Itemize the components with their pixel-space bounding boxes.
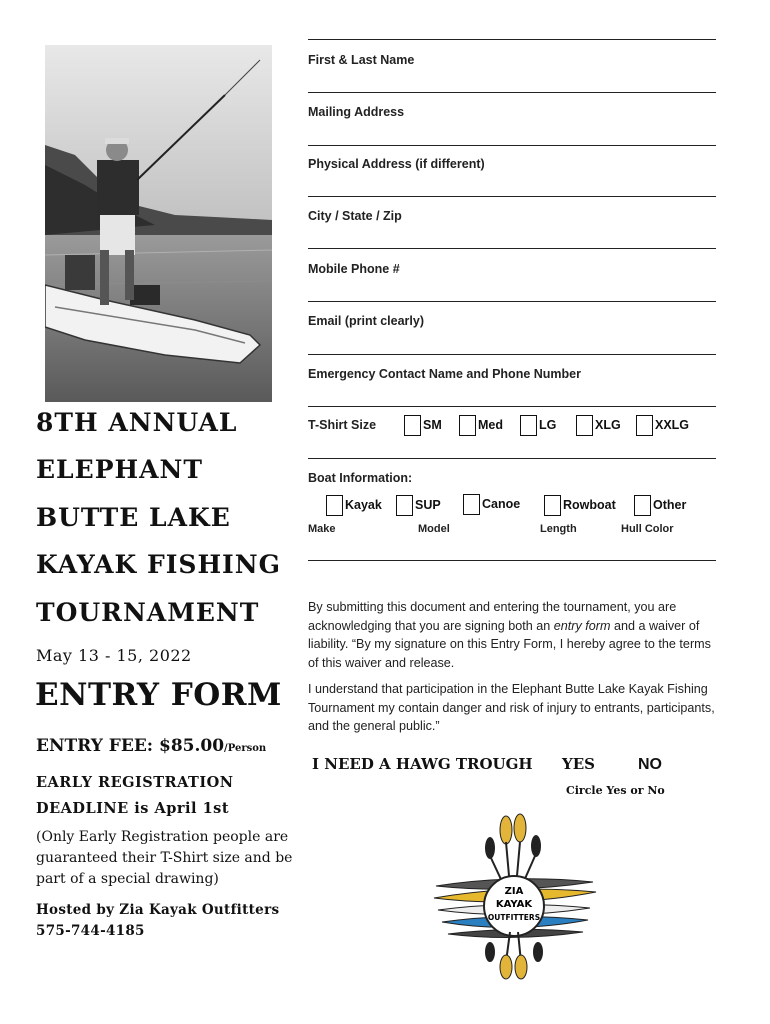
form-title: ENTRY FORM [35,677,282,713]
field-rule[interactable] [308,406,716,407]
field-rule[interactable] [308,354,716,355]
field-physical-label: Physical Address (if different) [308,157,485,171]
entry-fee-amount: ENTRY FEE: $85.00 [36,736,225,756]
early-registration-line2: DEADLINE is April 1st [36,800,230,817]
hawg-instruction: Circle Yes or No [566,784,665,797]
logo-text-line1: ZIA [504,886,524,897]
angler-photo [45,45,272,402]
title-line-1: 8TH ANNUAL [36,408,238,437]
entry-fee [36,736,266,756]
hawg-yes-option[interactable]: YES [562,755,595,773]
boat-details-rule[interactable] [308,560,716,561]
boat-info-label: Boat Information: [308,471,413,485]
boat-hull-color-label: Hull Color [621,523,674,535]
boat-model-label: Model [418,523,450,535]
hosted-by-name: Hosted by Zia Kayak Outfitters [36,902,280,918]
hosted-by [36,900,279,942]
tshirt-option-sm[interactable]: SM [404,415,442,436]
checkbox[interactable] [520,415,537,436]
field-rule[interactable] [308,248,716,249]
boat-length-label: Length [540,523,577,535]
checkbox[interactable] [576,415,593,436]
boat-option-kayak[interactable]: Kayak [326,495,382,516]
field-rule[interactable] [308,145,716,146]
boat-option-other[interactable]: Other [634,495,686,516]
boat-make-label: Make [308,523,336,535]
checkbox[interactable] [634,495,651,516]
checkbox[interactable] [396,495,413,516]
field-emergency-label: Emergency Contact Name and Phone Number [308,367,581,381]
tshirt-option-med[interactable]: Med [459,415,503,436]
entry-fee-suffix: /Person [224,743,267,754]
logo-text-line3: OUTFITTERS [487,913,541,922]
boat-option-rowboat[interactable]: Rowboat [544,495,616,516]
tshirt-option-xxlg[interactable]: XXLG [636,415,689,436]
logo-text-line2: KAYAK [495,899,533,910]
boat-option-sup[interactable]: SUP [396,495,441,516]
title-line-5: TOURNAMENT [36,598,260,627]
field-phone-label: Mobile Phone # [308,262,400,276]
checkbox[interactable] [463,494,480,515]
field-rule-top [308,39,716,40]
title-line-4: KAYAK FISHING [36,550,281,579]
checkbox[interactable] [636,415,653,436]
waiver-paragraph-2: I understand that participation in the Elephant Butte Lake Kayak Fishing Tournament my contain danger and risk of injury to entrants, participants, and the general public.” [308,682,715,733]
field-mailing-label: Mailing Address [308,105,405,119]
checkbox[interactable] [326,495,343,516]
field-rule[interactable] [308,92,716,93]
field-city-label: City / State / Zip [308,209,402,223]
early-registration-note: (Only Early Registration people are guaranteed their T-Shirt size and be part of a special drawing) [36,829,293,887]
field-rule[interactable] [308,301,716,302]
early-registration [36,770,234,822]
tshirt-size-label: T-Shirt Size [308,418,377,432]
hawg-trough-question: I NEED A HAWG TROUGH [312,755,533,773]
tshirt-option-lg[interactable]: LG [520,415,556,436]
tshirt-rule [308,458,716,459]
tshirt-option-xlg[interactable]: XLG [576,415,621,436]
tournament-dates: May 13 - 15, 2022 [36,646,192,665]
checkbox[interactable] [404,415,421,436]
hosted-by-phone: 575-744-4185 [36,923,145,939]
title-line-2: ELEPHANT [36,455,203,484]
boat-option-canoe[interactable]: Canoe [463,494,520,515]
field-rule[interactable] [308,196,716,197]
field-name-label: First & Last Name [308,53,415,67]
early-registration-line1: EARLY REGISTRATION [36,774,234,791]
checkbox[interactable] [544,495,561,516]
field-email-label: Email (print clearly) [308,314,425,328]
waiver-paragraph-1: By submitting this document and entering the tournament, you are acknowledging that you are signing both an entry form and a waiver of liability. “By my signature on this Entry Form, I hereby agree to the terms of this waiver and release. [308,600,711,670]
hawg-no-option[interactable]: NO [638,756,662,773]
zia-kayak-logo [428,812,598,980]
title-line-3: BUTTE LAKE [36,503,231,532]
checkbox[interactable] [459,415,476,436]
